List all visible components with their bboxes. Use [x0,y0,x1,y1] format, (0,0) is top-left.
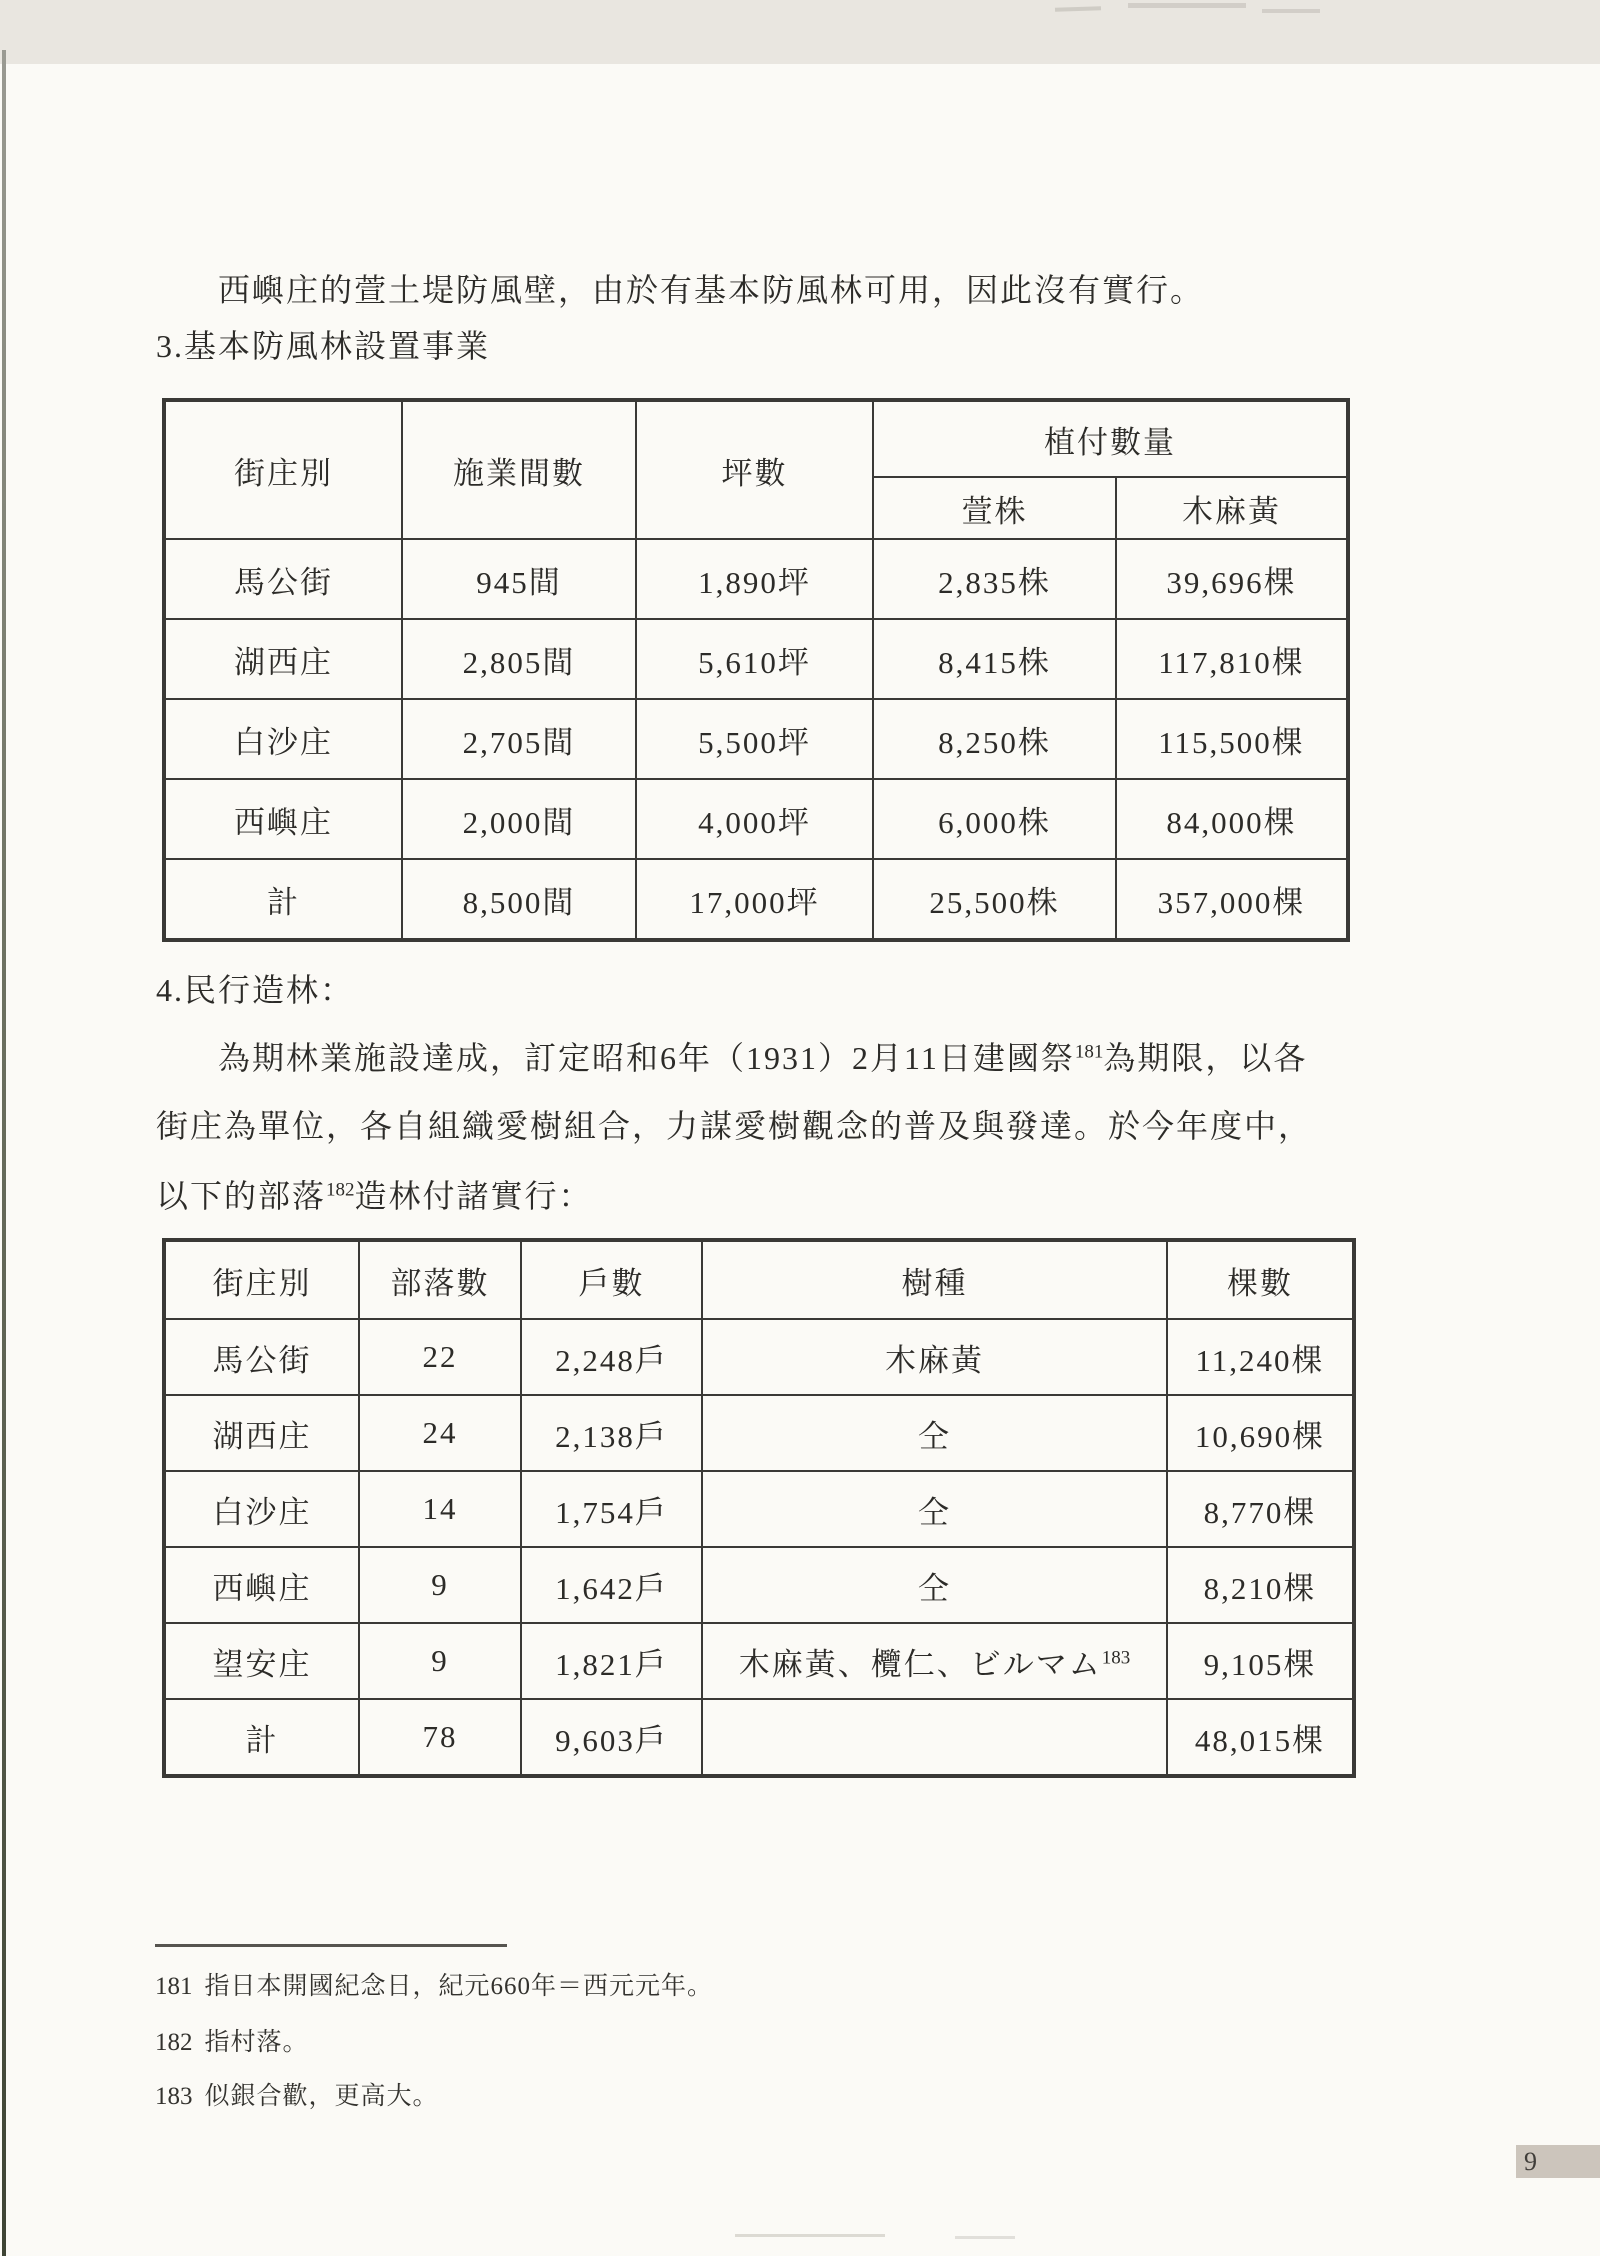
footnote-number: 181 [155,1973,193,2000]
cell-district: 湖西庄 [164,1395,359,1471]
footnote-ref-183: 183 [1101,1647,1131,1669]
cell-households: 2,248戶 [521,1319,702,1395]
cell-trees: 48,015棵 [1167,1699,1354,1776]
intro-paragraph: 西嶼庄的萱土堤防風壁，由於有基本防風林可用，因此沒有實行。 [218,272,1205,308]
cell-trees: 11,240棵 [1167,1319,1354,1395]
cell-households: 1,754戶 [521,1471,702,1547]
table-row [164,1319,1354,1395]
table-row [164,1623,1354,1699]
cell-households: 1,642戶 [521,1547,702,1623]
paragraph-line-2: 街庄為單位，各自組織愛樹組合，力謀愛樹觀念的普及與發達。於今年度中， [156,1108,1313,1144]
footnote-separator [155,1944,507,1947]
cell-villages: 78 [359,1699,521,1776]
cell-area: 5,610坪 [636,619,873,699]
cell-district: 西嶼庄 [164,1547,359,1623]
cell-district: 湖西庄 [164,619,402,699]
cell-area: 5,500坪 [636,699,873,779]
book-spine-edge [2,50,6,2256]
footnote-number: 182 [155,2029,193,2056]
cell-species [702,1623,1167,1699]
table-row [164,539,1348,619]
cell-district: 白沙庄 [164,699,402,779]
cell-households: 1,821戶 [521,1623,702,1699]
cell-trees: 9,105棵 [1167,1623,1354,1699]
col-header-species: 樹種 [702,1240,1167,1319]
footnote-text: 似銀合歡，更高大。 [204,2083,439,2110]
footnote-text: 指日本開國紀念日，紀元660年＝西元元年。 [204,1973,714,2000]
cell-grass: 2,835株 [873,539,1116,619]
cell-district: 馬公街 [164,1319,359,1395]
line1-text: 為期林業施設達成，訂定昭和6年（1931）2月11日建國祭 [218,1040,1075,1076]
table-row [164,1547,1354,1623]
cell-species: 木麻黃 [702,1319,1167,1395]
cell-sections: 945間 [402,539,636,619]
cell-casuarina: 117,810棵 [1116,619,1348,699]
table-row [164,699,1348,779]
cell-grass: 25,500株 [873,859,1116,940]
cell-villages: 24 [359,1395,521,1471]
line1-text-end: 為期限，以各 [1103,1040,1308,1076]
table-total-row [164,859,1348,940]
table-header-row [164,1240,1354,1319]
scan-artifact [955,2236,1015,2239]
cell-district: 望安庄 [164,1623,359,1699]
scan-artifact [1128,3,1246,8]
cell-sections: 2,805間 [402,619,636,699]
cell-species: 仝 [702,1471,1167,1547]
paragraph-line-3 [156,1178,593,1215]
cell-sections: 2,705間 [402,699,636,779]
col-header-casuarina: 木麻黃 [1116,477,1348,539]
paragraph-line-1 [218,1040,1307,1077]
footnote-181 [155,1966,713,2002]
village-afforestation-table [162,1238,1356,1778]
cell-district: 計 [164,1699,359,1776]
windbreak-forest-table [162,398,1350,942]
scan-top-band [0,0,1600,64]
cell-sections: 2,000間 [402,779,636,859]
species-text: 木麻黃、欖仁、ビルマム [738,1646,1102,1682]
cell-sections: 8,500間 [402,859,636,940]
col-header-villages: 部落數 [359,1240,521,1319]
cell-casuarina: 39,696棵 [1116,539,1348,619]
table-row [164,779,1348,859]
cell-district: 西嶼庄 [164,779,402,859]
col-header-district: 街庄別 [164,1240,359,1319]
cell-area: 1,890坪 [636,539,873,619]
cell-villages: 9 [359,1547,521,1623]
cell-casuarina: 84,000棵 [1116,779,1348,859]
cell-casuarina: 357,000棵 [1116,859,1348,940]
cell-grass: 6,000株 [873,779,1116,859]
scan-artifact [1262,9,1320,13]
cell-area: 4,000坪 [636,779,873,859]
cell-casuarina: 115,500棵 [1116,699,1348,779]
cell-trees: 8,210棵 [1167,1547,1354,1623]
footnote-182 [155,2022,309,2058]
table-row [164,1471,1354,1547]
cell-area: 17,000坪 [636,859,873,940]
footnote-text: 指村落。 [204,2029,309,2056]
table-row [164,1395,1354,1471]
line3-text-end: 造林付諸實行： [354,1178,593,1214]
table-row [164,619,1348,699]
col-header-area: 坪數 [636,400,873,539]
cell-households: 9,603戶 [521,1699,702,1776]
table-total-row [164,1699,1354,1776]
cell-district: 馬公街 [164,539,402,619]
page-number: 9 [1524,2146,1537,2176]
footnote-number: 183 [155,2083,193,2110]
footnote-ref-182: 182 [326,1179,355,1201]
cell-grass: 8,250株 [873,699,1116,779]
cell-villages: 22 [359,1319,521,1395]
col-header-households: 戶數 [521,1240,702,1319]
section-3-heading: 3.基本防風林設置事業 [156,328,491,364]
cell-district: 計 [164,859,402,940]
cell-villages: 14 [359,1471,521,1547]
scan-artifact [735,2234,885,2237]
col-header-trees: 棵數 [1167,1240,1354,1319]
table-header-row [164,400,1348,477]
cell-villages: 9 [359,1623,521,1699]
col-header-grass: 萱株 [873,477,1116,539]
col-header-district: 街庄別 [164,400,402,539]
cell-species [702,1699,1167,1776]
col-header-planting-group: 植付數量 [873,400,1348,477]
cell-grass: 8,415株 [873,619,1116,699]
footnote-183 [155,2076,439,2112]
line3-text: 以下的部落 [156,1178,327,1214]
cell-district: 白沙庄 [164,1471,359,1547]
cell-species: 仝 [702,1395,1167,1471]
cell-trees: 8,770棵 [1167,1471,1354,1547]
cell-trees: 10,690棵 [1167,1395,1354,1471]
page-number-badge [1516,2145,1600,2178]
col-header-sections: 施業間數 [402,400,636,539]
section-4-heading: 4.民行造林： [156,972,355,1008]
cell-households: 2,138戶 [521,1395,702,1471]
cell-species: 仝 [702,1547,1167,1623]
footnote-ref-181: 181 [1074,1041,1104,1063]
